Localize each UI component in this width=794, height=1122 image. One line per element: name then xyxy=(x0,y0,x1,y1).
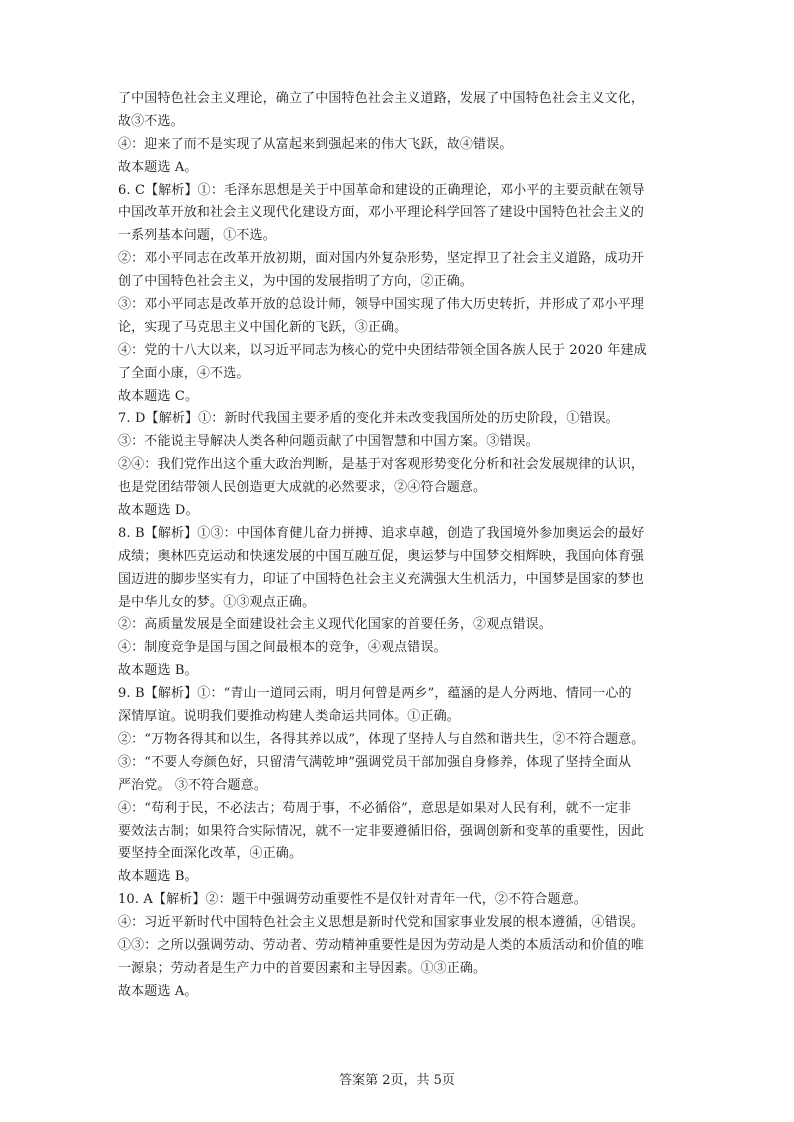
text-line: 一系列基本问题，①不选。 xyxy=(118,228,276,244)
answer-explanations xyxy=(118,88,678,1004)
text-line: ④：“苟利于民，不必法古；苟周于事，不必循俗”，意思是如果对人民有利，就不一定非 xyxy=(118,800,632,816)
text-line: 论，实现了马克思主义中国化新的飞跃，③正确。 xyxy=(118,319,408,335)
text-line: 深情厚谊。说明我们要推动构建人类命运共同体。①正确。 xyxy=(118,709,460,725)
text-line: 一源泉；劳动者是生产力中的首要因素和主导因素。①③正确。 xyxy=(118,960,487,976)
text-line: 成绩；奥林匹克运动和快速发展的中国互融互促，奥运梦与中国梦交相辉映，我国向体育强 xyxy=(118,548,645,564)
text-line: ②④：我们党作出这个重大政治判断，是基于对客观形势变化分析和社会发展规律的认识， xyxy=(118,457,645,473)
text-line: ③：邓小平同志是改革开放的总设计师，领导中国实现了伟大历史转折，并形成了邓小平理 xyxy=(118,297,645,313)
text-line: 故本题选 A。 xyxy=(118,983,198,999)
text-line: 故本题选 C。 xyxy=(118,388,199,404)
text-line: ①③：之所以强调劳动、劳动者、劳动精神重要性是因为劳动是人类的本质活动和价值的唯 xyxy=(118,937,645,953)
text-line: 9. B【解析】①：“青山一道同云雨，明月何曾是两乡”，蕴涵的是人分两地、情同一心的 xyxy=(118,686,632,702)
text-line: 故③不选。 xyxy=(118,113,184,129)
text-line: ②：“万物各得其和以生，各得其养以成”，体现了坚持人与自然和谐共生，②不符合题意。 xyxy=(118,731,645,747)
text-line: ④：迎来了而不是实现了从富起来到强起来的伟大飞跃，故④错误。 xyxy=(118,136,513,152)
text-line: ②：高质量发展是全面建设社会主义现代化国家的首要任务，②观点错误。 xyxy=(118,617,552,633)
text-line: 7. D【解析】①：新时代我国主要矛盾的变化并未改变我国所处的历史阶段，①错误。 xyxy=(118,411,619,427)
text-line: 故本题选 A。 xyxy=(118,159,198,175)
text-line: ③：“不要人夸颜色好，只留清气满乾坤”强调党员干部加强自身修养，体现了坚持全面从 xyxy=(118,754,632,770)
text-line: 8. B【解析】①③：中国体育健儿奋力拼搏、追求卓越，创造了我国境外参加奥运会的最好 xyxy=(118,525,645,541)
text-line: 严治党。 ③不符合题意。 xyxy=(118,777,267,793)
text-line: 中国改革开放和社会主义现代化建设方面，邓小平理论科学回答了建设中国特色社会主义的 xyxy=(118,205,645,221)
text-line: ②：邓小平同志在改革开放初期，面对国内外复杂形势，坚定捍卫了社会主义道路，成功开 xyxy=(118,251,645,267)
text-line: 要坚持全面深化改革，④正确。 xyxy=(118,846,303,862)
text-line: 了中国特色社会主义理论，确立了中国特色社会主义道路，发展了中国特色社会主义文化， xyxy=(118,91,645,106)
text-line: ④：制度竞争是国与国之间最根本的竞争，④观点错误。 xyxy=(118,640,447,656)
text-line: 要效法古制；如果符合实际情况，就不一定非要遵循旧俗，强调创新和变革的重要性，因此 xyxy=(118,823,645,839)
text-line: 国迈进的脚步坚实有力，印证了中国特色社会主义充满强大生机活力，中国梦是国家的梦也 xyxy=(118,571,645,587)
text-line: 创了中国特色社会主义，为中国的发展指明了方向，②正确。 xyxy=(118,274,474,290)
text-line: 6. C【解析】①：毛泽东思想是关于中国革命和建设的正确理论，邓小平的主要贡献在领导 xyxy=(118,182,645,198)
text-line: 故本题选 B。 xyxy=(118,663,198,679)
text-line: 是中华儿女的梦。①③观点正确。 xyxy=(118,594,316,610)
page-footer: 答案第 2页，共 5页 xyxy=(339,1073,455,1088)
text-line: 故本题选 D。 xyxy=(118,503,199,519)
text-line: 也是党团结带领人民创造更大成就的必然要求，②④符合题意。 xyxy=(118,480,487,496)
text-line: ④：习近平新时代中国特色社会主义思想是新时代党和国家事业发展的根本遵循，④错误。 xyxy=(118,915,645,931)
text-line: ③：不能说主导解决人类各种问题贡献了中国智慧和中国方案。③错误。 xyxy=(118,434,539,450)
text-line: ④：党的十八大以来，以习近平同志为核心的党中央团结带领全国各族人民于 2020 年建成 xyxy=(118,342,647,358)
text-line: 了全面小康，④不选。 xyxy=(118,365,250,381)
text-line: 10. A【解析】②：题干中强调劳动重要性不是仅针对青年一代，②不符合题意。 xyxy=(118,892,587,908)
text-line: 故本题选 B。 xyxy=(118,869,198,885)
